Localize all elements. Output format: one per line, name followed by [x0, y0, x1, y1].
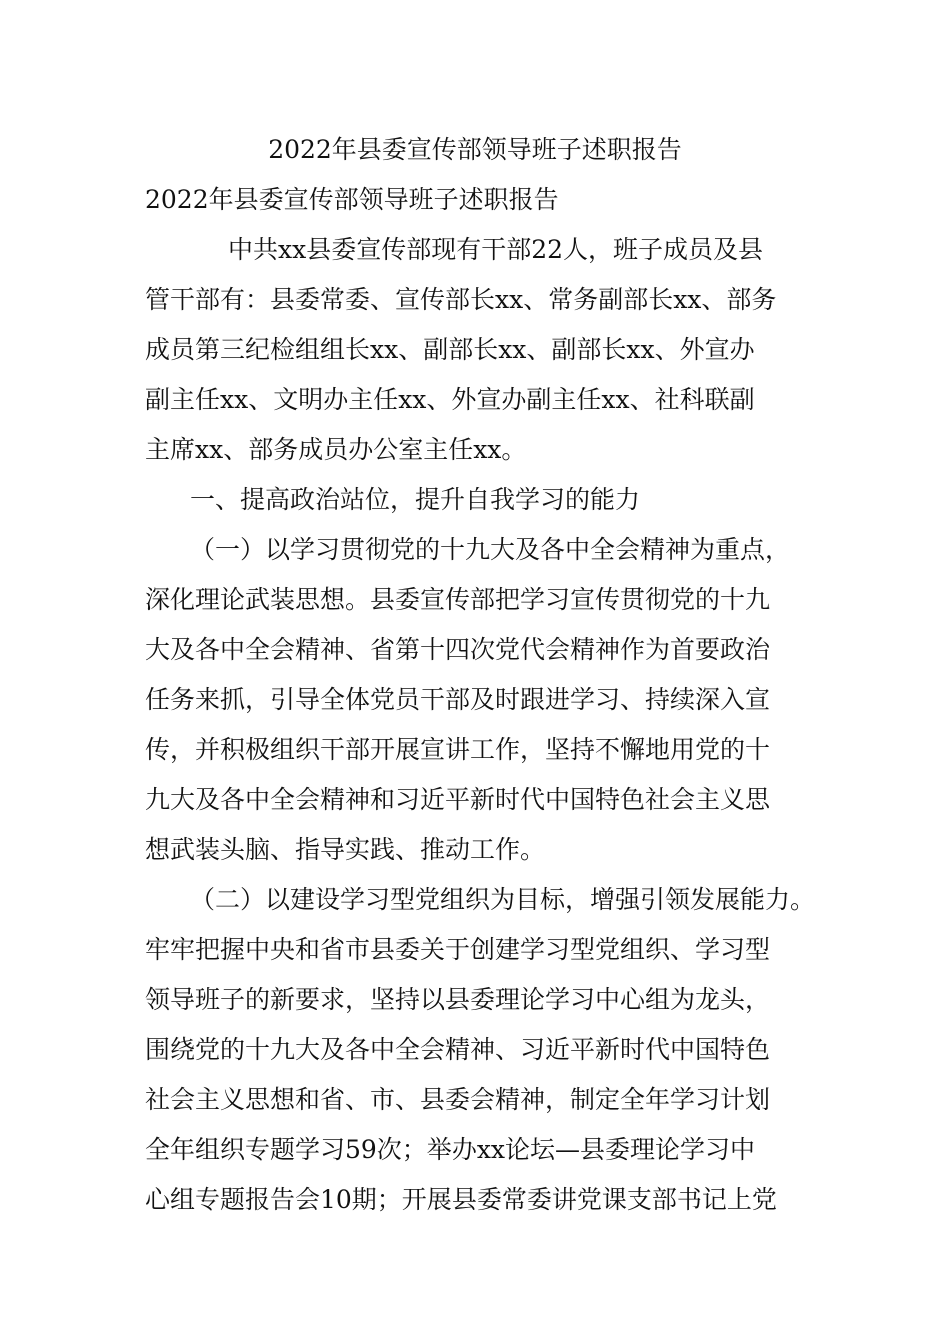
paragraph-line: 管干部有：县委常委、宣传部长xx、常务副部长xx、部务 — [145, 285, 777, 314]
paragraph-line: 中共xx县委宣传部现有干部22人，班子成员及县 — [228, 235, 764, 264]
paragraph-line: 深化理论武装思想。县委宣传部把学习宣传贯彻党的十九 — [145, 585, 771, 614]
paragraph-line: 全年组织专题学习59次；举办xx论坛—县委理论学习中 — [145, 1135, 756, 1164]
document-title: 2022年县委宣传部领导班子述职报告 — [268, 135, 682, 164]
paragraph-line: 想武装头脑、指导实践、推动工作。 — [145, 835, 546, 864]
paragraph-line: 大及各中全会精神、省第十四次党代会精神作为首要政治 — [145, 635, 771, 664]
paragraph-line: 社会主义思想和省、市、县委会精神，制定全年学习计划 — [145, 1085, 771, 1114]
paragraph-line: 心组专题报告会10期；开展县委常委讲党课支部书记上党 — [145, 1185, 777, 1214]
paragraph-line: 任务来抓，引导全体党员干部及时跟进学习、持续深入宣 — [145, 685, 771, 714]
subsection-line: （二）以建设学习型党组织为目标，增强引领发展能力。 — [190, 885, 816, 914]
paragraph-line: 领导班子的新要求，坚持以县委理论学习中心组为龙头， — [145, 985, 771, 1014]
paragraph-line: 主席xx、部务成员办公室主任xx。 — [145, 435, 527, 464]
paragraph-line: 围绕党的十九大及各中全会精神、习近平新时代中国特色 — [145, 1035, 771, 1064]
paragraph-line: 副主任xx、文明办主任xx、外宣办副主任xx、社科联副 — [145, 385, 755, 414]
document-subtitle: 2022年县委宣传部领导班子述职报告 — [145, 185, 559, 214]
paragraph-line: 九大及各中全会精神和习近平新时代中国特色社会主义思 — [145, 785, 771, 814]
paragraph-line: 成员第三纪检组组长xx、副部长xx、副部长xx、外宣办 — [145, 335, 755, 364]
paragraph-line: 传，并积极组织干部开展宣讲工作，坚持不懈地用党的十 — [145, 735, 771, 764]
paragraph-line: 牢牢把握中央和省市县委关于创建学习型党组织、学习型 — [145, 935, 771, 964]
section-heading: 一、提高政治站位，提升自我学习的能力 — [190, 485, 641, 514]
subsection-line: （一）以学习贯彻党的十九大及各中全会精神为重点， — [190, 535, 791, 564]
